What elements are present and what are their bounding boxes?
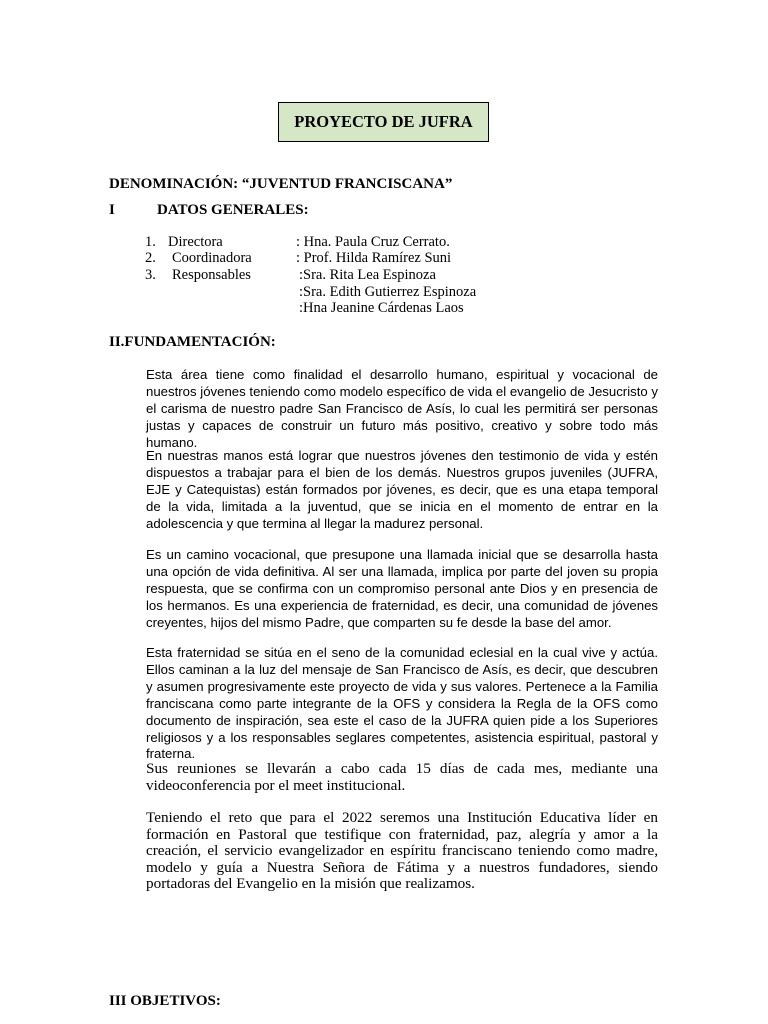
dato-3-value-extra-1: :Sra. Edith Gutierrez Espinoza xyxy=(299,284,477,300)
dato-2-value: : Prof. Hilda Ramírez Suni xyxy=(296,250,452,266)
section-1-heading: DATOS GENERALES: xyxy=(157,202,309,218)
denominacion-heading: DENOMINACIÓN: “JUVENTUD FRANCISCANA” xyxy=(109,176,453,192)
paragraph-4: Esta fraternidad se sitúa en el seno de la comunidad eclesial en la cual vive y actúa. Ellos caminan a la luz del mensaje de San Francisco de Asís, es decir, que descubren y asumen progresivamente este proyecto de vida y sus valores. Pertenece a la Familia franciscana como parte integrante de la OFS y considera la Regla de la OFS como documento de inspiración, sea este el caso de la JUFRA quien pide a los Superiores religiosos y a los responsables seglares competentes, asistencia espiritual, pastoral y fraterna. xyxy=(146,645,658,762)
dato-3-value-extra-2: :Hna Jeanine Cárdenas Laos xyxy=(299,300,464,316)
section-2-heading: II.FUNDAMENTACIÓN: xyxy=(109,334,276,350)
dato-3-value: :Sra. Rita Lea Espinoza xyxy=(299,267,436,283)
dato-1-number: 1. xyxy=(145,234,156,250)
paragraph-2: En nuestras manos está lograr que nuestros jóvenes den testimonio de vida y estén dispuestos a trabajar para el bien de los demás. Nuestros grupos juveniles (JUFRA, EJE y Catequistas) están formados por jóvenes, es decir, que es una etapa temporal de la vida, limitada a la juventud, que se inicia en el momento de entrar en la adolescencia y que termina al llegar la madurez personal. xyxy=(146,448,658,531)
dato-3-number: 3. xyxy=(145,267,156,283)
section-3-heading: III OBJETIVOS: xyxy=(109,993,221,1009)
document-title: PROYECTO DE JUFRA xyxy=(278,102,489,142)
paragraph-1: Esta área tiene como finalidad el desarrollo humano, espiritual y vocacional de nuestros jóvenes teniendo como modelo específico de vida el evangelio de Jesucristo y el carisma de nuestro padre San Francisco de Asís, lo cual les permitirá ser personas justas y capaces de construir un futuro más positivo, creativo y sobre todo más humano. xyxy=(146,367,658,450)
dato-3-label: Responsables xyxy=(172,267,251,283)
paragraph-3: Es un camino vocacional, que presupone una llamada inicial que se desarrolla hasta una opción de vida definitiva. Al ser una llamada, implica por parte del joven su propia respuesta, que se confirma con un compromiso personal ante Dios y en presencia de los hermanos. Es una experiencia de fraternidad, es decir, una comunidad de jóvenes creyentes, hijos del mismo Padre, que comparten su fe desde la base del amor. xyxy=(146,547,658,630)
paragraph-6: Teniendo el reto que para el 2022 seremos una Institución Educativa líder en formación en Pastoral que testifique con fraternidad, paz, alegría y amor a la creación, el servicio evangelizador en espíritu franciscano teniendo como madre, modelo y guía a Nuestra Señora de Fátima y a nuestros fundadores, siendo portadoras del Evangelio en la misión que realizamos. xyxy=(146,809,658,893)
section-1-number: I xyxy=(109,202,115,218)
dato-1-label: Directora xyxy=(168,234,223,250)
dato-1-value: : Hna. Paula Cruz Cerrato. xyxy=(296,234,450,250)
dato-2-number: 2. xyxy=(145,250,156,266)
dato-2-label: Coordinadora xyxy=(172,250,252,266)
paragraph-5: Sus reuniones se llevarán a cabo cada 15 días de cada mes, mediante una videoconferencia por el meet institucional. xyxy=(146,760,658,794)
